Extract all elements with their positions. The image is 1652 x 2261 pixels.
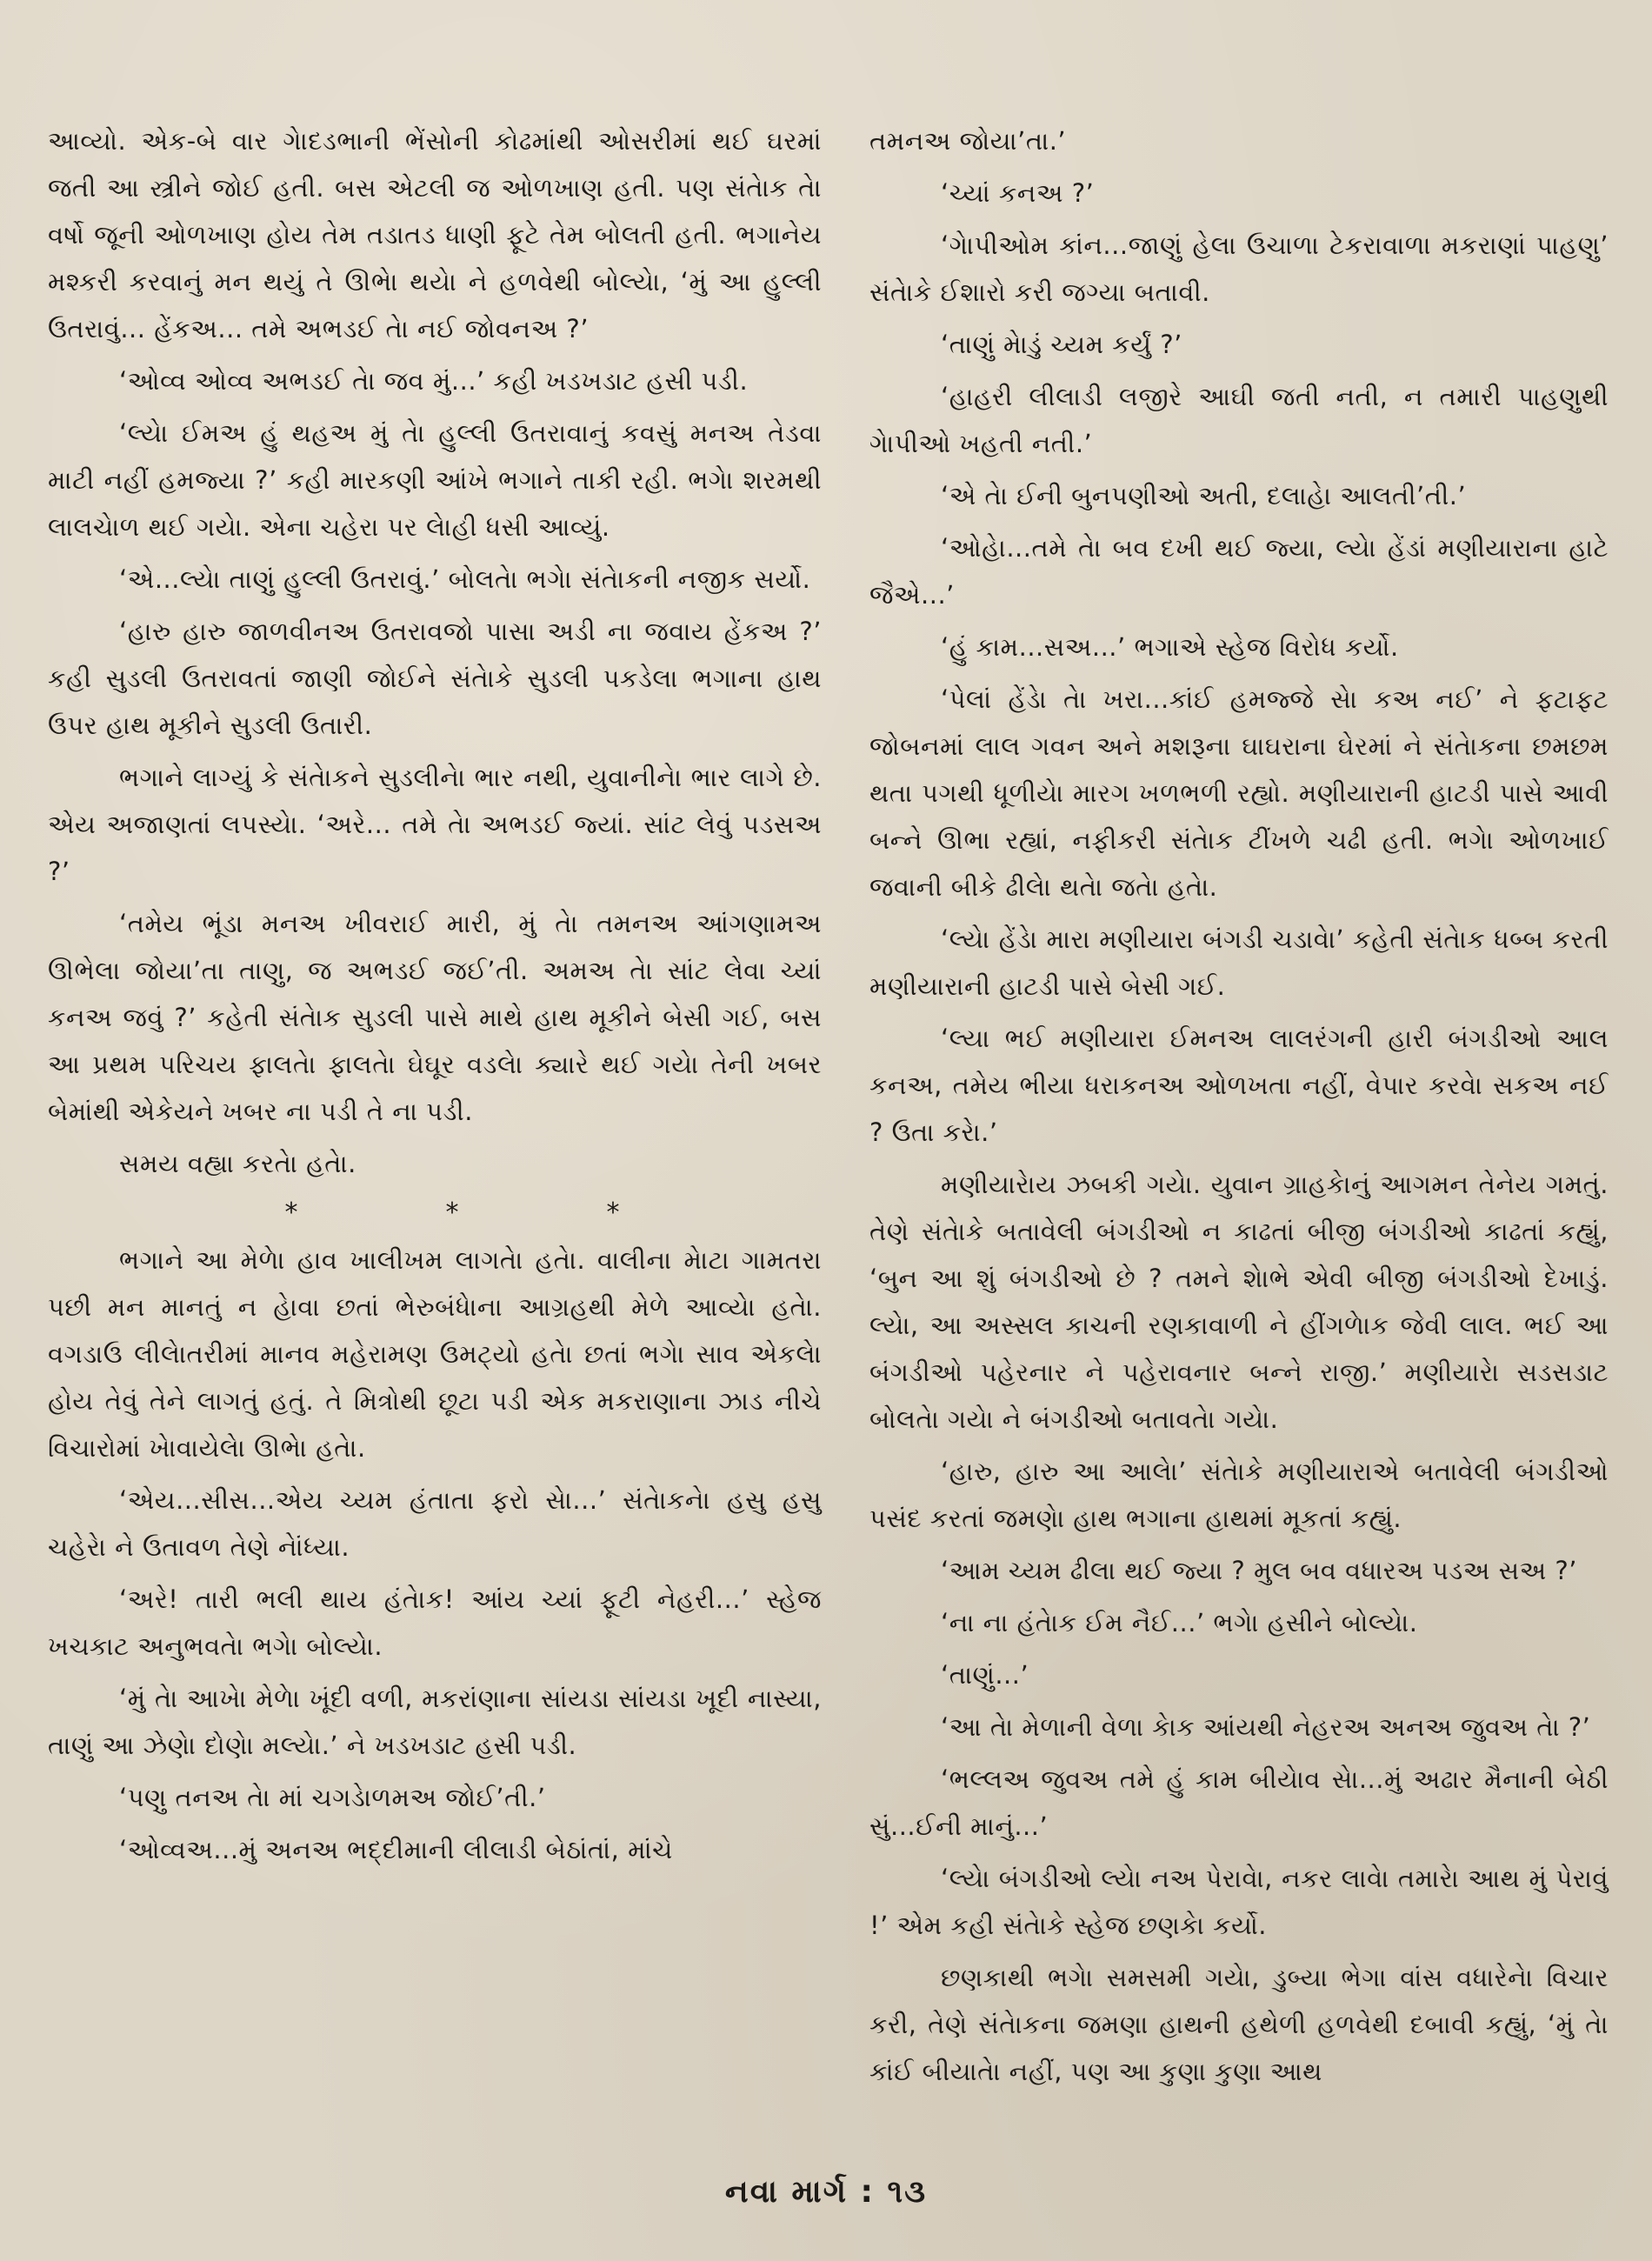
- section-break-star: *: [284, 1197, 298, 1228]
- paragraph: ‘એ તેા ઈની બુનપણીઓ અતી, દલાહેા આલતી’તી.’: [941, 481, 1467, 510]
- paragraph: ‘ઓવ્વ ઓવ્વ અભડઈ તેા જવ મું...’ કહી ખડખડાટ હસી પડી.: [119, 366, 749, 396]
- paragraph: ‘પણુ તનઅ તેા માં ચગડેાળમઅ જોઈ’તી.’: [119, 1783, 546, 1812]
- paragraph: સમય વહ્યા કરતેા હતેા.: [119, 1149, 356, 1178]
- paragraph: ‘લ્યા ભઈ મણીયારા ઈમનઅ લાલરંગની હારી બંગડીઓ આલ કનઅ, તમેય ભીયા ધરાકનઅ ઓળખતા નહીં, વેપાર કરવેા સકઅ નઈ ? ઉતા કરેા.’: [869, 1024, 1609, 1147]
- paragraph: ‘ના ના હંતેાક ઈમ નૈઈ...’ ભગેા હસીને બોલ્યેા.: [941, 1608, 1418, 1637]
- paragraph: ‘હારુ, હારુ આ આલેા’ સંતેાકે મણીયારાએ બતાવેલી બંગડીઓ પસંદ કરતાં જમણેા હાથ ભગાના હાથમાં મૂકતાં કહ્યું.: [869, 1457, 1609, 1533]
- paragraph: ‘લ્યેા ઈમઅ હું થહઅ મું તેા હુલ્લી ઉતરાવાનું કવસું મનઅ તેડવા માટી નહીં હમજ્યા ?’ કહી મારકણી આંખે ભગાને તાકી રહી. ભગેા શરમથી લાલચેાળ થઈ ગયેા. એના ચહેરા પર લેાહી ધસી આવ્યું.: [48, 418, 822, 542]
- paragraph: ‘હારુ હારુ જાળવીનઅ ઉતરાવજો પાસા અડી ના જવાય હેંકઅ ?’ કહી સુડલી ઉતરાવતાં જાણી જોઈને સંતેાકે સુડલી પકડેલા ભગાના હાથ ઉપર હાથ મૂકીને સુડલી ઉતારી.: [48, 617, 822, 740]
- paragraph: ‘ચ્યાં કનઅ ?’: [941, 178, 1095, 208]
- paragraph: ‘હું કામ...સઅ...’ ભગાએ સ્હેજ વિરોધ કર્યો.: [941, 632, 1399, 662]
- paragraph: ‘એ...લ્યેા તાણું હુલ્લી ઉતરાવું.’ બોલતેા ભગેા સંતેાકની નજીક સર્યો.: [119, 564, 811, 594]
- paragraph: તમનઅ જોયા’તા.’: [869, 126, 1067, 156]
- paragraph: ‘તાણું...’: [941, 1660, 1029, 1690]
- paragraph: મણીયારાેય ઝબકી ગયેા. યુવાન ગ્રાહકેાનું આગમન તેનેય ગમતું. તેણે સંતેાકે બતાવેલી બંગડીઓ ન કાઢતાં બીજી બંગડીઓ કાઢતાં કહ્યું, ‘બુન આ શું બંગડીઓ છે ? તમને શેાભે એવી બીજી બંગડીઓ દેખાડું. લ્યેા, આ અસ્સલ કાચની રણકાવાળી ને હીંગળેાક જેવી લાલ. ભઈ આ બંગડીઓ પહેરનાર ને પહેરાવનાર બન્ને રાજી.’ મણીયારાે સડસડાટ બોલતેા ગયેા ને બંગડીઓ બતાવતેા ગયેા.: [869, 1170, 1609, 1434]
- paragraph: ‘મું તેા આખેા મેળેા ખૂંદી વળી, મકરાંણાના સાંયડા સાંયડા ખૂદી નાસ્યા, તાણું આ ઝેણેા દોણેા મલ્યેા.’ ને ખડખડાટ હસી પડી.: [48, 1684, 822, 1760]
- paragraph: ભગાને આ મેળેા હાવ ખાલીખમ લાગતેા હતેા. વાલીના મેાટા ગામતરા પછી મન માનતું ન હેાવા છતાં ભેરુબંધેાના આગ્રહથી મેળે આવ્યેા હતેા. વગડાઉ લીલેાતરીમાં માનવ મહેરામણ ઉમટ્યો હતેા છતાં ભગેા સાવ એકલેા હોય તેવું તેને લાગતું હતું. તે મિત્રોથી છૂટા પડી એક મકરાણાના ઝાડ નીચે વિચારોમાં ખેાવાયેલેા ઊભેા હતેા.: [48, 1245, 822, 1463]
- paragraph: ‘તમેય ભૂંડા મનઅ ખીવરાઈ મારી, મું તેા તમનઅ આંગણામઅ ઊભેલા જોયા’તા તાણુ, જ અભડઈ જઈ’તી. અમઅ તેા સાંટ લેવા ચ્યાં કનઅ જવું ?’ કહેતી સંતેાક સુડલી પાસે માથે હાથ મૂકીને બેસી ગઈ, બસ આ પ્રથમ પરિચય ફાલતેા ફાલતેા ઘેઘૂર વડલેા ક્યારે થઈ ગયેા તેની ખબર બેમાંથી એકેયને ખબર ના પડી તે ના પડી.: [48, 909, 822, 1126]
- paragraph: ‘ભલ્લઅ જુવઅ તમે હું કામ બીયેાવ સેા...મું અઢાર મૈનાની બેઠી સું...ઈની માનું...’: [869, 1764, 1609, 1841]
- paragraph: ‘લ્યેા બંગડીઓ લ્યેા નઅ પેરાવેા, નકર લાવેા તમારેા આથ મું પેરાવું !’ એમ કહી સંતેાકે સ્હેજ છણકેા કર્યો.: [869, 1864, 1609, 1940]
- paragraph: ‘અરે! તારી ભલી થાય હંતેાક! આંય ચ્યાં ફૂટી નેહરી...’ સ્હેજ ખચકાટ અનુભવતેા ભગેા બોલ્યેા.: [48, 1584, 822, 1661]
- paragraph: ‘ઓહેા...તમે તેા બવ દખી થઈ જ્યા, લ્યેા હેંડાં મણીયારાના હાટે જૈએ...’: [869, 533, 1609, 610]
- paragraph: ‘તાણું મેાડું ચ્યમ કર્યું ?’: [941, 330, 1182, 359]
- section-break-star: *: [606, 1197, 620, 1228]
- section-break-star: *: [445, 1197, 459, 1228]
- paragraph: ‘પેલાં હેંડેા તેા ખરા...કાંઈ હમજ્જે સેા કઅ નઈ’ ને ફટાફટ જોબનમાં લાલ ગવન અને મશરૂના ઘાઘરાના ઘેરમાં ને સંતેાકના છમછમ થતા પગથી ધૂળીયેા મારગ ખળભળી રહ્યો. મણીયારાની હાટડી પાસે આવી બન્ને ઊભા રહ્યાં, નફીકરી સંતેાક ટીંખળે ચઢી હતી. ભગેા ઓળખાઈ જવાની બીકે ઢીલેા થતેા જતેા હતેા.: [869, 684, 1609, 902]
- paragraph: ‘આમ ચ્યમ ઢીલા થઈ જ્યા ? મુલ બવ વધારઅ પડઅ સઅ ?’: [941, 1556, 1578, 1585]
- right-column: [869, 117, 1609, 2100]
- paragraph: ‘એય...સીસ...એય ચ્યમ હંતાતા ફરો સેા...’ સંતેાકનેા હસુ હસુ ચહેરેા ને ઉતાવળ તેણે નેાંધ્યા.: [48, 1485, 822, 1562]
- page-footer: નવા માર્ગ : ૧૩: [724, 2174, 928, 2210]
- left-column: [48, 117, 822, 1878]
- paragraph: ‘આ તેા મેળાની વેળા કેાક આંયથી નેહરઅ અનઅ જુવઅ તેા ?’: [941, 1712, 1591, 1742]
- paragraph: આવ્યો. એક-બે વાર ગેાદડભાની ભેંસોની કોઢમાંથી ઓસરીમાં થઈ ઘરમાં જતી આ સ્ત્રીને જોઈ હતી. બસ એટલી જ ઓળખાણ હતી. પણ સંતેાક તેા વર્ષો જૂની ઓળખાણ હોય તેમ તડાતડ ધાણી ફૂટે તેમ બોલતી હતી. ભગાનેય મશ્કરી કરવાનું મન થયું તે ઊભેા થયેા ને હળવેથી બોલ્યેા, ‘મું આ હુલ્લી ઉતરાવું... હેંકઅ... તમે અભડઈ તેા નઈ જોવનઅ ?’: [48, 126, 822, 343]
- paragraph: છણકાથી ભગેા સમસમી ગયેા, ડુબ્યા ભેગા વાંસ વધારેનેા વિચાર કરી, તેણે સંતેાકના જમણા હાથની હથેળી હળવેથી દબાવી કહ્યું, ‘મું તેા કાંઈ બીયાતેા નહીં, પણ આ કુણા કુણા આથ: [869, 1963, 1609, 2086]
- section-break: [48, 1197, 822, 1228]
- paragraph: ‘ગેાપીઓમ કાંન...જાણું હેલા ઉચાળા ટેકરાવાળા મકરાણાં પાહણુ’ સંતેાકે ઈશારો કરી જગ્યા બતાવી.: [869, 230, 1609, 307]
- paragraph: ‘ઓવ્વઅ...મું અનઅ ભદ્દીમાની લીલાડી બેઠાંતાં, માંચે: [119, 1835, 673, 1864]
- paragraph: ‘લ્યેા હેંડેા મારા મણીયારા બંગડી ચડાવેા’ કહેતી સંતેાક ધબ્બ કરતી મણીયારાની હાટડી પાસે બેસી ગઈ.: [869, 924, 1609, 1001]
- paragraph: ‘હાહરી લીલાડી લજીરે આઘી જતી નતી, ન તમારી પાહણુથી ગેાપીઓ ખહતી નતી.’: [869, 382, 1609, 458]
- paragraph: ભગાને લાગ્યું કે સંતેાકને સુડલીનેા ભાર નથી, યુવાનીનેા ભાર લાગે છે. એય અજાણતાં લપસ્યેા. ‘અરે... તમે તેા અભડઈ જ્યાં. સાંટ લેવું પડસઅ ?’: [48, 763, 822, 886]
